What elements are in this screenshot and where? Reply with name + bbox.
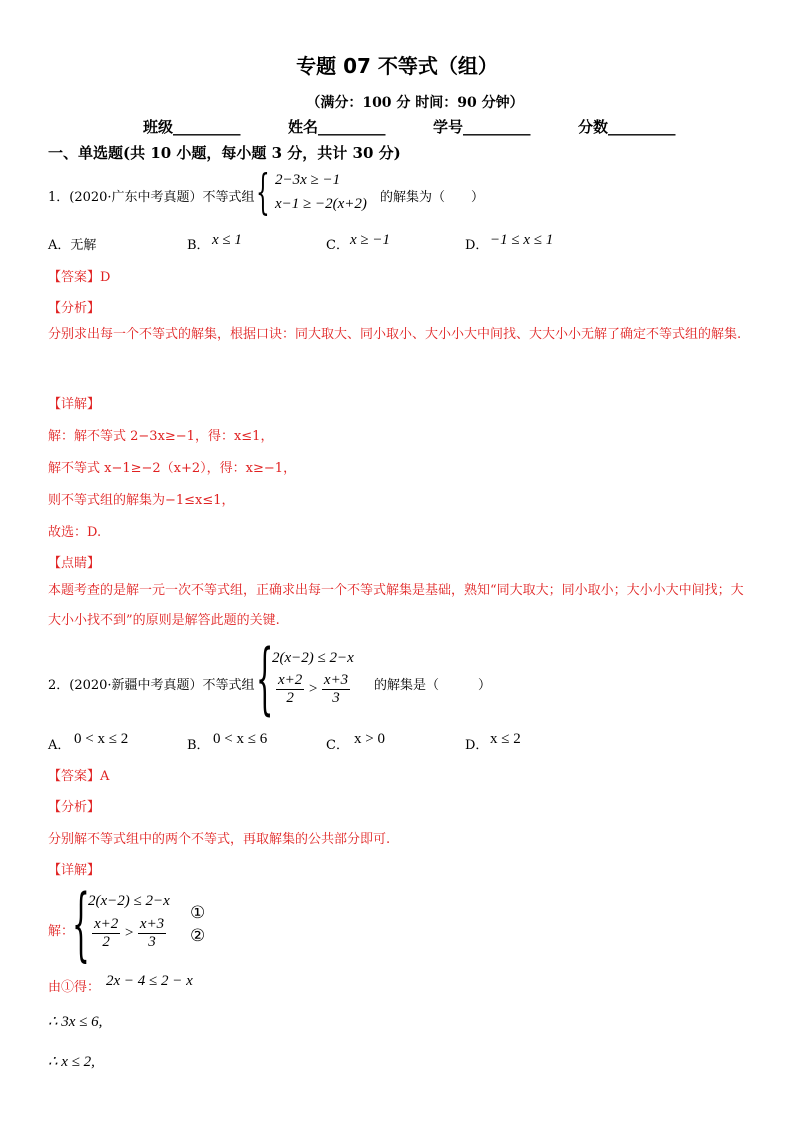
score-field: 分数_________ bbox=[578, 118, 676, 136]
q1-system-line2: x−1 ≥ −2(x+2) bbox=[275, 196, 367, 212]
q1-option-b-math: x ≤ 1 bbox=[212, 232, 242, 248]
q1-comment-label: 【点睛】 bbox=[48, 556, 101, 571]
q2-system-line1: 2(x−2) ≤ 2−x bbox=[272, 650, 354, 666]
q2-detail-frac1-num: x+2 bbox=[94, 916, 119, 932]
q1-option-c-label: C． bbox=[326, 238, 349, 253]
q2-frac1-num: x+2 bbox=[278, 672, 303, 688]
q1-answer-value: D bbox=[100, 270, 111, 285]
q2-option-a-math: 0 < x ≤ 2 bbox=[74, 731, 129, 747]
q1-analysis-label: 【分析】 bbox=[48, 301, 101, 316]
q2-mark-1: ① bbox=[190, 903, 206, 922]
q2-frac2 bbox=[322, 672, 350, 707]
q2-frac1-den: 2 bbox=[286, 690, 294, 706]
q2-step2: ∴ 3x ≤ 6, bbox=[48, 1014, 103, 1030]
q2-detail-frac2 bbox=[138, 916, 166, 951]
q2-detail-frac2-num: x+3 bbox=[139, 916, 165, 932]
q2-analysis-label: 【分析】 bbox=[48, 800, 101, 815]
q2-option-c-math: x > 0 bbox=[354, 731, 385, 747]
q2-detail-relation: > bbox=[124, 924, 135, 941]
student-id-field: 学号_________ bbox=[433, 118, 531, 136]
q2-step3: ∴ x ≤ 2, bbox=[48, 1054, 95, 1070]
q2-frac1 bbox=[276, 672, 304, 707]
q1-detail-line1: 解：解不等式 2−3x≥−1，得：x≤1， bbox=[48, 429, 274, 444]
q2-answer-value: A bbox=[100, 769, 110, 784]
q1-option-a: A．无解 bbox=[48, 238, 97, 253]
q1-option-d-label: D． bbox=[465, 238, 489, 253]
q1-detail-line3: 则不等式组的解集为−1≤x≤1， bbox=[48, 493, 235, 508]
q2-step1-prefix: 由①得： bbox=[48, 980, 101, 995]
q1-answer bbox=[48, 266, 110, 285]
q2-option-a-label: A． bbox=[48, 738, 71, 753]
q1-option-b-label: B． bbox=[187, 238, 210, 253]
q2-option-c-label: C． bbox=[326, 738, 349, 753]
q2-relation: > bbox=[308, 680, 319, 697]
q2-frac2-num: x+3 bbox=[323, 672, 349, 688]
name-field: 姓名_________ bbox=[288, 118, 386, 136]
q2-detail-brace: { bbox=[72, 877, 90, 970]
q2-option-b-label: B． bbox=[187, 738, 210, 753]
q2-mark-2: ② bbox=[190, 926, 206, 945]
q1-system-brace: { bbox=[256, 164, 270, 220]
q1-prefix: 1．(2020·广东中考真题）不等式组 bbox=[48, 190, 255, 205]
q2-detail-prefix: 解： bbox=[48, 924, 75, 939]
q2-frac2-den: 3 bbox=[332, 690, 340, 706]
page-subtitle: （满分：100 分 时间：90 分钟） bbox=[306, 95, 524, 111]
q1-analysis-text: 分别求出每一个不等式的解集，根据口诀：同大取大、同小取小、大小小大中间找、大大小小无解了确定不等式组的解集. bbox=[48, 327, 742, 342]
q1-detail-label: 【详解】 bbox=[48, 397, 101, 412]
q1-detail-line4: 故选：D. bbox=[48, 525, 102, 540]
q2-answer-label: 【答案】 bbox=[48, 769, 101, 784]
q1-option-c-math: x ≥ −1 bbox=[350, 232, 391, 248]
q1-answer-label: 【答案】 bbox=[48, 270, 101, 285]
q2-detail-label: 【详解】 bbox=[48, 863, 101, 878]
q2-step1-math: 2x − 4 ≤ 2 − x bbox=[106, 973, 193, 989]
q2-detail-line2 bbox=[92, 916, 166, 951]
q2-detail-frac2-den: 3 bbox=[148, 934, 156, 950]
q2-system-brace: { bbox=[256, 634, 274, 724]
q2-prefix: 2．(2020·新疆中考真题）不等式组 bbox=[48, 678, 255, 693]
q2-option-d-math: x ≤ 2 bbox=[490, 731, 521, 747]
q2-detail-frac1 bbox=[92, 916, 120, 951]
q1-suffix: 的解集为（ ） bbox=[380, 190, 485, 205]
q1-system-line1: 2−3x ≥ −1 bbox=[275, 172, 341, 188]
q1-option-d-math: −1 ≤ x ≤ 1 bbox=[490, 232, 554, 248]
q2-analysis-text: 分别解不等式组中的两个不等式，再取解集的公共部分即可. bbox=[48, 832, 391, 847]
q2-system-line2 bbox=[276, 672, 350, 707]
q1-detail-line2: 解不等式 x−1≥−2（x+2），得：x≥−1， bbox=[48, 461, 297, 476]
page-title: 专题 07 不等式（组） bbox=[296, 54, 498, 78]
q2-option-b-math: 0 < x ≤ 6 bbox=[213, 731, 268, 747]
q2-option-d-label: D． bbox=[465, 738, 489, 753]
q1-comment-text: 本题考查的是解一元一次不等式组，正确求出每一个不等式解集是基础，熟知“同大取大；同小取小；大小小大中间找；大大小小找不到”的原则是解答此题的关键. bbox=[48, 583, 744, 628]
class-field: 班级_________ bbox=[143, 118, 241, 136]
q2-detail-line1: 2(x−2) ≤ 2−x bbox=[88, 893, 170, 909]
q2-suffix: 的解集是（ ） bbox=[374, 678, 492, 693]
section-heading: 一、单选题(共 10 小题，每小题 3 分，共计 30 分) bbox=[48, 144, 401, 162]
q2-detail-frac1-den: 2 bbox=[102, 934, 110, 950]
q2-answer bbox=[48, 765, 109, 784]
